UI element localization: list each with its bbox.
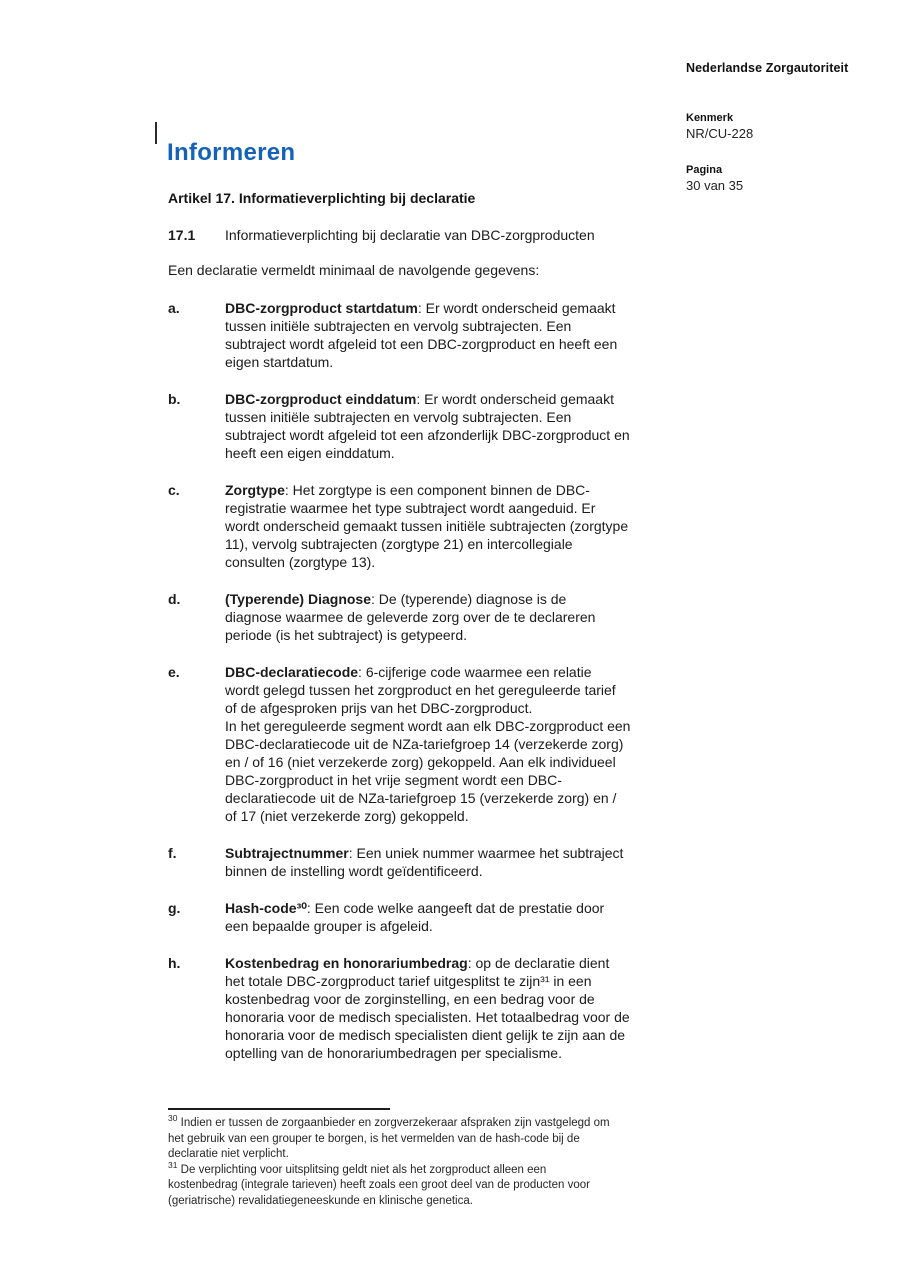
item-term: Hash-code³⁰ [225,900,307,916]
item-letter: g. [168,900,181,916]
section-title: Informatieverplichting bij declaratie van DBC-zorgproducten [225,227,595,243]
item-text [225,299,683,371]
item-body: : Er wordt onderscheid gemaakt tussen initiële subtrajecten en vervolg subtrajecten. Een subtraject wordt afgeleid tot een afzonderlijk DBC-zorgproduct en heeft een eigen einddatum. [225,391,630,461]
footnote-marker: 31 [168,1159,178,1170]
item-text [225,954,683,1062]
pagina-value: 30 van 35 [686,178,744,193]
item-term: DBC-zorgproduct einddatum [225,391,417,407]
item-body: : Een uniek nummer waarmee het subtraject binnen de instelling wordt geïdentificeerd. [225,845,624,879]
list-item-h [168,954,683,1062]
footnote-text: Indien er tussen de zorgaanbieder en zorgverzekeraar afspraken zijn vastgelegd om het gebruik van een grouper te borgen, is het vermelden van de hash-code bij de declaratie niet verplicht. [168,1117,610,1160]
item-term: DBC-zorgproduct startdatum [225,300,418,316]
item-body: : Het zorgtype is een component binnen de DBC- registratie waarmee het type subtraject wordt aangeduid. Er wordt onderscheid gemaakt tussen initiële subtrajecten (zorgtype 11), vervolg subtrajecten (zorgtype 21) en intercollegiale consulten (zorgtype 13). [225,482,629,570]
item-letter: h. [168,955,181,971]
pagina-block [686,164,743,193]
intro-sentence: Een declaratie vermeldt minimaal de navolgende gegevens: [168,262,540,278]
item-body: : Een code welke aangeeft dat de prestatie door een bepaalde grouper is afgeleid. [225,900,605,934]
margin-change-marker [155,122,157,144]
item-term: Zorgtype [225,482,285,498]
list-item-b [168,390,683,462]
kenmerk-block [686,112,753,141]
section-heading [168,227,595,243]
item-letter: d. [168,591,181,607]
item-text [225,844,683,880]
item-letter: a. [168,300,180,316]
list-item-f [168,844,683,880]
item-text [225,481,683,571]
item-text [225,663,683,825]
item-body: : De (typerende) diagnose is de diagnose waarmee de geleverde zorg over de te declareren periode (is het subtraject) is getypeerd. [225,591,596,643]
item-letter: c. [168,482,180,498]
section-number: 17.1 [168,227,196,243]
org-name: Nederlandse Zorgautoriteit [686,61,849,75]
item-term: DBC-declaratiecode [225,664,359,680]
item-letter: b. [168,391,181,407]
footnote-text: De verplichting voor uitsplitsing geldt niet als het zorgproduct alleen een kostenbedrag (integrale tarieven) heeft zoals een groot deel van de producten voor (geriatrische) revalidatiegeneeskunde en klinische genetica. [168,1163,590,1207]
kenmerk-label: Kenmerk [686,112,734,124]
item-text [225,899,683,935]
list-item-d [168,590,683,644]
item-text [225,390,683,462]
kenmerk-value: NR/CU-228 [686,126,754,141]
article-heading: Artikel 17. Informatieverplichting bij declaratie [168,190,476,206]
pagina-label: Pagina [686,164,723,176]
footnotes [168,1113,713,1209]
item-term: Subtrajectnummer [225,845,349,861]
definition-list [168,299,683,1081]
item-body: : 6-cijferige code waarmee een relatie wordt gelegd tussen het zorgproduct en het gereguleerde tarief of de afgesproken prijs van het DBC-zorgproduct. In het gereguleerde segment wordt aan elk DBC-zorgproduct een DBC-declaratiecode uit de NZa-tariefgroep 14 (verzekerde zorg) en / of 16 (niet verzekerde zorg) gekoppeld. Aan elk individueel DBC-zorgproduct in het vrije segment wordt een DBC- declaratiecode uit de NZa-tariefgroep 15 (verzekerde zorg) en / of 17 (niet verzekerde zorg) gekoppeld. [225,664,631,824]
item-body: : op de declaratie dient het totale DBC-zorgproduct tarief uitgesplitst te zijn³¹ in een kostenbedrag voor de zorginstelling, en een bedrag voor de honoraria voor de medisch specialisten. Het totaalbedrag voor de honoraria voor de medisch specialisten dient gelijk te zijn aan de optelling van de honorariumbedragen per specialisme. [225,955,630,1061]
page-title: Informeren [167,139,296,166]
item-term: Kostenbedrag en honorariumbedrag [225,955,468,971]
list-item-c [168,481,683,571]
item-term: (Typerende) Diagnose [225,591,371,607]
list-item-g [168,899,683,935]
footnote-marker: 30 [168,1113,178,1124]
item-letter: e. [168,664,180,680]
list-item-e [168,663,683,825]
footnote-30 [168,1113,713,1163]
item-text [225,590,683,644]
footnote-separator [168,1108,390,1110]
item-letter: f. [168,845,177,861]
item-body: : Er wordt onderscheid gemaakt tussen initiële subtrajecten en vervolg subtrajecten. Een subtraject wordt afgeleid tot een DBC-zorgproduct en heeft een eigen startdatum. [225,300,618,370]
footnote-31 [168,1159,713,1210]
list-item-a [168,299,683,371]
